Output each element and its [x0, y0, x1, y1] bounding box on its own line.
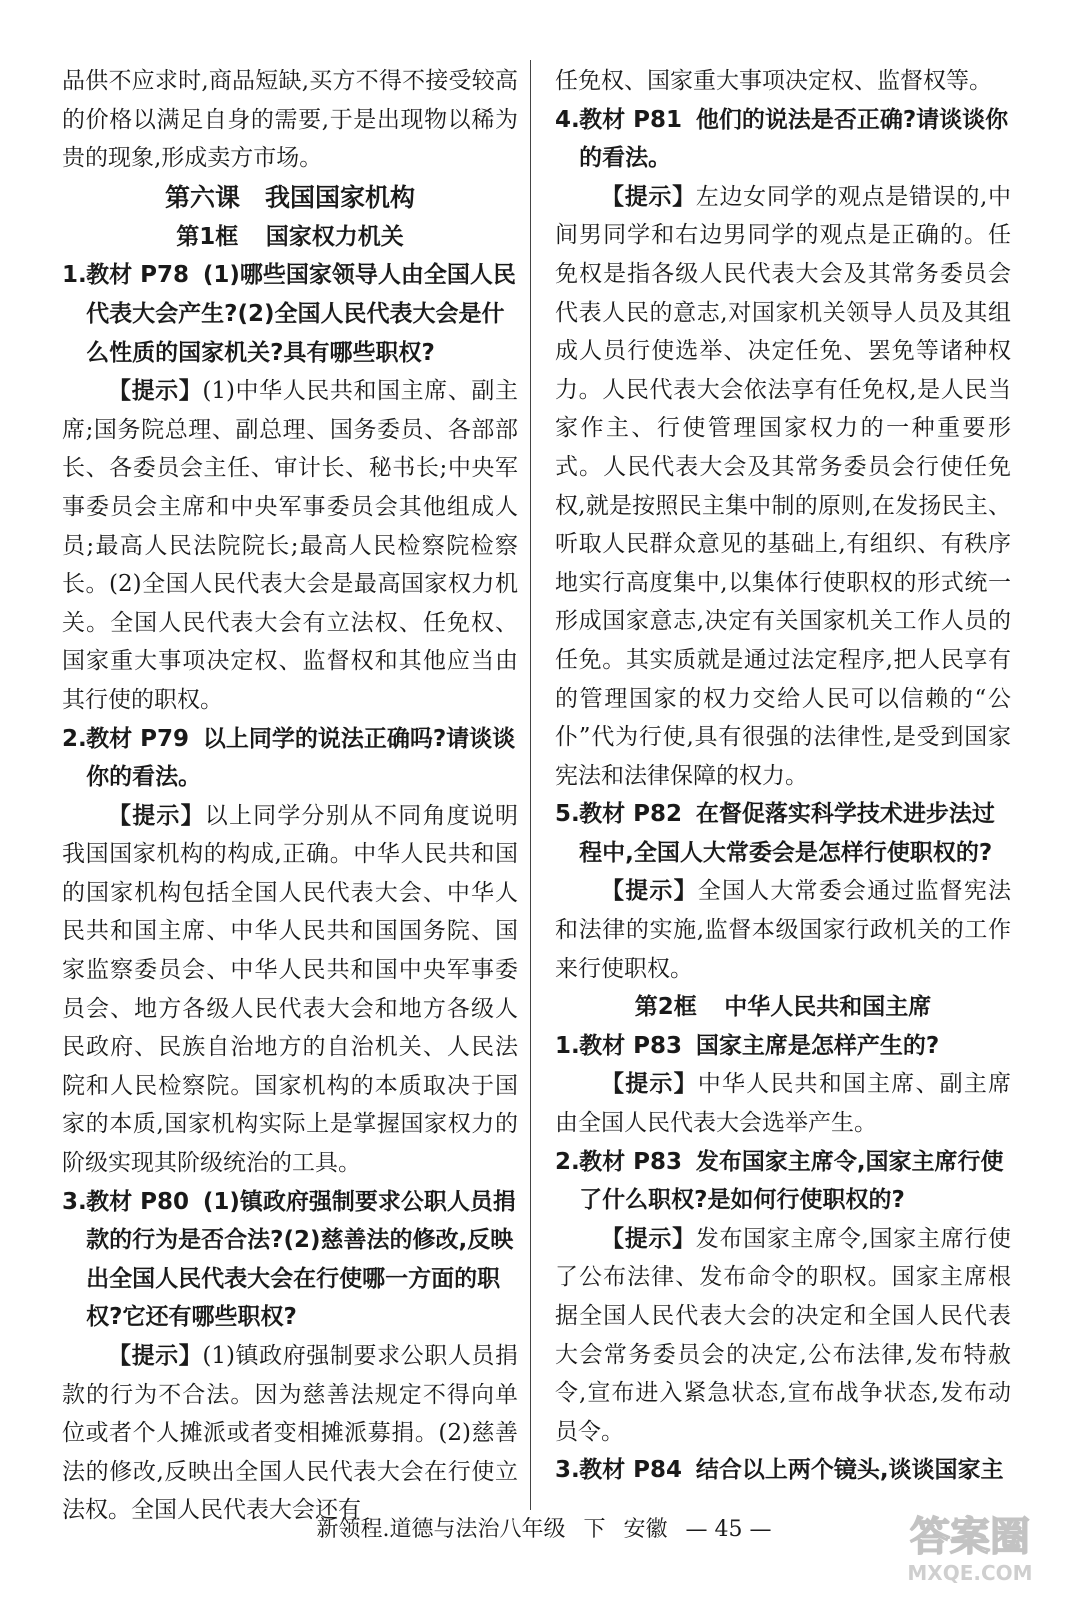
answer-6 — [555, 1065, 1011, 1142]
frame-1-name: 国家权力机关 — [265, 223, 404, 250]
answer-1 — [62, 372, 518, 719]
question-number: 2. — [62, 725, 87, 752]
textbook-page-ref: 教材 P81 — [579, 106, 683, 133]
hint-label: 【提示】 — [108, 802, 205, 829]
question-8 — [555, 1451, 1011, 1490]
question-6 — [555, 1027, 1011, 1066]
question-text: 结合以上两个镜头,谈谈国家主 — [695, 1457, 1004, 1484]
right-column — [555, 62, 1011, 1490]
answer-text: 发布国家主席令,国家主席行使了公布法律、发布命令的职权。国家主席根据全国人民代表大会的决定和全国人民代表大会常务委员会的决定,公布法律,发布特赦令,宣布进入紧急状态,宣布战争状态,发布动员令。 — [555, 1225, 1011, 1445]
frame-2-number: 第2框 — [634, 994, 697, 1021]
textbook-page-ref: 教材 P83 — [579, 1148, 683, 1175]
svg-text:答案圈: 答案圈 — [910, 1514, 1030, 1560]
footer-volume: 下 — [583, 1517, 606, 1542]
question-text: 以上同学的说法正确吗?请谈谈你的看法。 — [86, 725, 516, 791]
frame-2-name: 中华人民共和国主席 — [724, 994, 932, 1021]
hint-label: 【提示】 — [601, 183, 696, 210]
answer-7 — [555, 1220, 1011, 1452]
hint-label: 【提示】 — [601, 878, 698, 905]
frame-1-title — [62, 218, 518, 257]
footer-book-title: 新领程.道德与法治八年级 — [316, 1517, 566, 1542]
hint-label: 【提示】 — [601, 1225, 696, 1252]
question-number: 4. — [555, 106, 580, 133]
question-number: 1. — [62, 262, 87, 289]
question-text: 他们的说法是否正确?请谈谈你的看法。 — [579, 106, 1009, 172]
textbook-page-ref: 教材 P84 — [579, 1457, 683, 1484]
question-1 — [62, 256, 518, 372]
question-number: 3. — [555, 1457, 580, 1484]
question-7 — [555, 1143, 1011, 1220]
intro-paragraph: 品供不应求时,商品短缺,买方不得不接受较高的价格以满足自身的需要,于是出现物以稀为贵的现象,形成卖方市场。 — [62, 68, 518, 172]
textbook-page-ref: 教材 P80 — [86, 1188, 190, 1215]
column-divider — [530, 60, 531, 1510]
question-5 — [555, 795, 1011, 872]
left-column — [62, 62, 518, 1530]
question-4 — [555, 101, 1011, 178]
answer-5 — [555, 872, 1011, 988]
footer-region: 安徽 — [623, 1517, 668, 1542]
hint-label: 【提示】 — [108, 378, 203, 405]
continued-answer: 任免权、国家重大事项决定权、监督权等。 — [555, 68, 992, 94]
question-text: 发布国家主席令,国家主席行使了什么职权?是如何行使职权的? — [579, 1148, 1004, 1214]
answer-text: 以上同学分别从不同角度说明我国国家机构的构成,正确。中华人民共和国的国家机构包括全国人民代表大会、中华人民共和国主席、中华人民共和国国务院、国家监察委员会、中华人民共和国中央军事委员会、地方各级人民代表大会和地方各级人民政府、民族自治地方的自治机关、人民法院和人民检察院。国家机构的本质取决于国家的本质,国家机构实际上是掌握国家权力的阶级实现其阶级统治的工具。 — [62, 802, 518, 1177]
question-3 — [62, 1183, 518, 1337]
watermark-logo-icon — [870, 1506, 1070, 1586]
frame-1-number: 第1框 — [176, 223, 239, 250]
lesson-title: 第六课 我国国家机构 — [164, 182, 415, 212]
question-text: (1)哪些国家领导人由全国人民代表大会产生?(2)全国人民代表大会是什么性质的国家机关?具有哪些职权? — [86, 262, 516, 366]
question-number: 5. — [555, 801, 580, 828]
textbook-page-ref: 教材 P82 — [579, 801, 683, 828]
answer-4 — [555, 178, 1011, 796]
answer-text: 左边女同学的观点是错误的,中间男同学和右边男同学的观点是正确的。任免权是指各级人民代表大会及其常务委员会代表人民的意志,对国家机关领导人员及其组成人员行使选举、决定任免、罢免等诸种权力。人民代表大会依法享有任免权,是人民当家作主、行使管理国家权力的一种重要形式。人民代表大会及其常务委员会行使任免权,就是按照民主集中制的原则,在发扬民主、听取人民群众意见的基础上,有组织、有秩序地实行高度集中,以集体行使职权的形式统一形成国家意志,决定有关国家机关工作人员的任免。其实质就是通过法定程序,把人民享有的管理国家的权力交给人民可以信赖的“公仆”代为行使,具有很强的法律性,是受到国家宪法和法律保障的权力。 — [555, 183, 1011, 789]
question-text: 在督促落实科学技术进步法过程中,全国人大常委会是怎样行使职权的? — [579, 801, 995, 866]
question-number: 2. — [555, 1148, 580, 1175]
frame-2-title — [555, 988, 1011, 1027]
answer-text: 中华人民共和国主席、副主席由全国人民代表大会选举产生。 — [555, 1071, 1011, 1137]
answer-2 — [62, 797, 518, 1183]
hint-label: 【提示】 — [601, 1071, 698, 1098]
answer-text: 全国人大常委会通过监督宪法和法律的实施,监督本级国家行政机关的工作来行使职权。 — [555, 878, 1011, 982]
hint-label: 【提示】 — [108, 1343, 203, 1369]
question-text: 国家主席是怎样产生的? — [695, 1032, 940, 1059]
textbook-page-ref: 教材 P83 — [579, 1032, 683, 1059]
answer-text: (1)中华人民共和国主席、副主席;国务院总理、副总理、国务委员、各部部长、各委员会主任、审计长、秘书长;中央军事委员会主席和中央军事委员会其他组成人员;最高人民法院院长;最高人民检察院检察长。(2)全国人民代表大会是最高国家权力机关。全国人民代表大会有立法权、任免权、国家重大事项决定权、监督权和其他应当由其行使的职权。 — [62, 378, 518, 713]
answer-text: (1)镇政府强制要求公职人员捐款的行为不合法。因为慈善法规定不得向单位或者个人摊派或者变相摊派募捐。(2)慈善法的修改,反映出全国人民代表大会在行使立法权。全国人民代表大会还有 — [62, 1343, 518, 1524]
textbook-page-ref: 教材 P78 — [86, 262, 190, 289]
textbook-page-ref: 教材 P79 — [86, 725, 190, 752]
question-number: 1. — [555, 1032, 580, 1059]
page-number: — 45 — — [685, 1517, 772, 1542]
svg-text:MXQE.COM: MXQE.COM — [907, 1561, 1033, 1585]
question-text: (1)镇政府强制要求公职人员捐款的行为是否合法?(2)慈善法的修改,反映出全国人民代表大会在行使哪一方面的职权?它还有哪些职权? — [86, 1188, 516, 1331]
answer-3 — [62, 1337, 518, 1530]
question-number: 3. — [62, 1188, 87, 1215]
question-2 — [62, 720, 518, 797]
